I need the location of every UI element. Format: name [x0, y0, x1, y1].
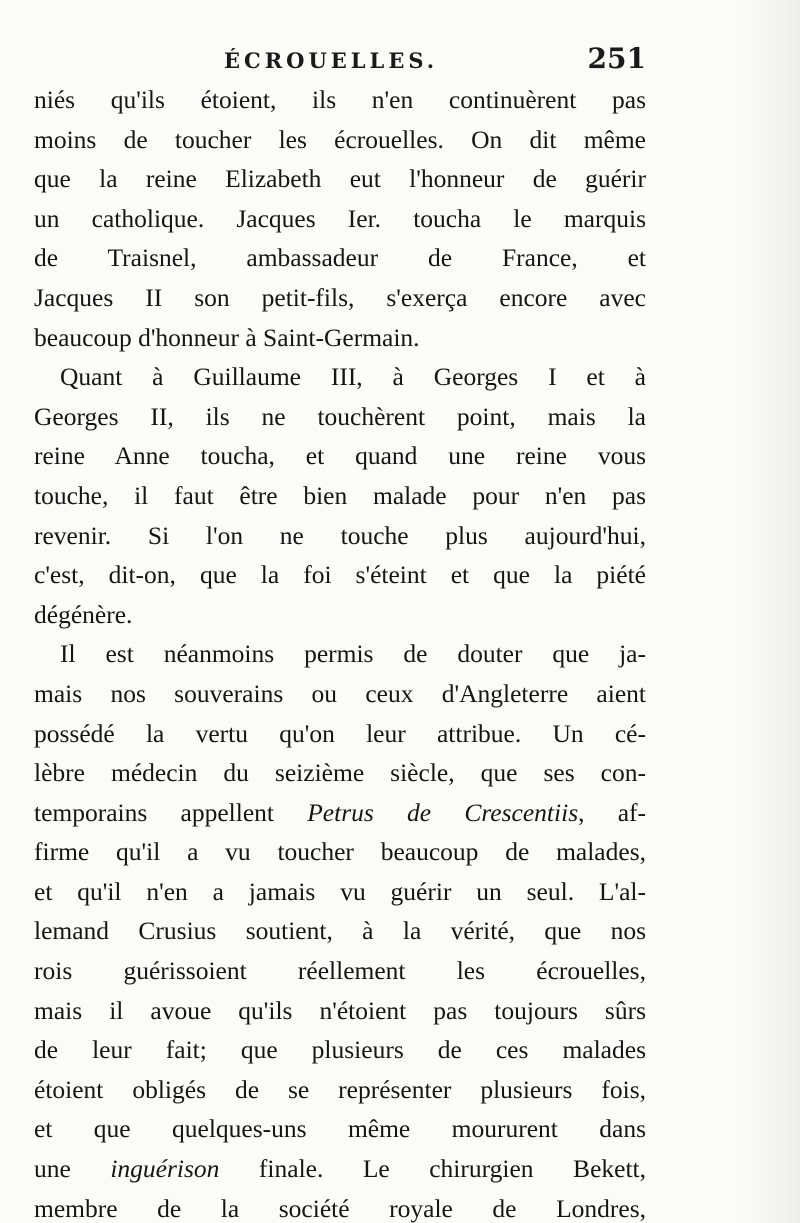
- text-line: que la reine Elizabeth eut l'honneur de guérir: [34, 164, 646, 194]
- text-line: rois guérissoient réellement les écrouelles,: [34, 956, 646, 986]
- text-line: Jacques II son petit-fils, s'exerça encore avec: [34, 282, 646, 312]
- text-line: dégénère.: [34, 599, 133, 629]
- paragraph-3: [34, 634, 646, 1223]
- text-line: lèbre médecin du seizième siècle, que ses con-: [34, 758, 646, 788]
- text-line: de leur fait; que plusieurs de ces malades: [34, 1035, 646, 1065]
- text-line: firme qu'il a vu toucher beaucoup de malades,: [34, 837, 646, 867]
- text-line: étoient obligés de se représenter plusieurs fois,: [34, 1074, 646, 1104]
- running-head: ÉCROUELLES.: [224, 48, 439, 73]
- page-number: 251: [587, 42, 646, 75]
- text-line: de Traisnel, ambassadeur de France, et: [34, 243, 646, 273]
- text-line: touche, il faut être bien malade pour n'en pas: [34, 480, 646, 510]
- text-line: membre de la société royale de Londres,: [34, 1193, 646, 1223]
- paragraph-1: [34, 80, 646, 357]
- page-edge-shadow: [740, 0, 800, 1223]
- text-line: beaucoup d'honneur à Saint-Germain.: [34, 322, 420, 352]
- body-text: [34, 80, 646, 1223]
- text-segment: finale. Le chirurgien Bekett,: [219, 1154, 646, 1184]
- text-line: et qu'il n'en a jamais vu guérir un seul. L'al-: [34, 876, 646, 906]
- text-line: et que quelques-uns même moururent dans: [34, 1114, 646, 1144]
- text-line: [34, 793, 646, 833]
- text-line: mais nos souverains ou ceux d'Angleterre aient: [34, 678, 646, 708]
- text-line: un catholique. Jacques Ier. toucha le marquis: [34, 203, 646, 233]
- text-line: reine Anne toucha, et quand une reine vous: [34, 441, 646, 471]
- text-line: revenir. Si l'on ne touche plus aujourd'hui,: [34, 520, 646, 550]
- paragraph-2: [34, 357, 646, 634]
- text-segment: temporains appellent: [34, 797, 274, 827]
- text-line: Quant à Guillaume III, à Georges I et à: [60, 362, 646, 392]
- text-line: mais il avoue qu'ils n'étoient pas toujours sûrs: [34, 995, 646, 1025]
- text-line: Georges II, ils ne touchèrent point, mais la: [34, 401, 646, 431]
- text-segment: , af-: [578, 797, 647, 827]
- italic-name: Petrus de Crescentiis: [307, 797, 579, 827]
- text-line: Il est néanmoins permis de douter que ja-: [60, 639, 646, 669]
- italic-word: inguérison: [110, 1154, 220, 1184]
- text-line: possédé la vertu qu'on leur attribue. Un cé-: [34, 718, 646, 748]
- text-line: lemand Crusius soutient, à la vérité, que nos: [34, 916, 646, 946]
- text-line: c'est, dit-on, que la foi s'éteint et que la piété: [34, 560, 646, 590]
- text-segment: une: [34, 1154, 71, 1184]
- text-line: moins de toucher les écrouelles. On dit même: [34, 124, 646, 154]
- text-line: niés qu'ils étoient, ils n'en continuèrent pas: [34, 85, 646, 114]
- text-line: [34, 1149, 646, 1189]
- page-header: [34, 44, 646, 84]
